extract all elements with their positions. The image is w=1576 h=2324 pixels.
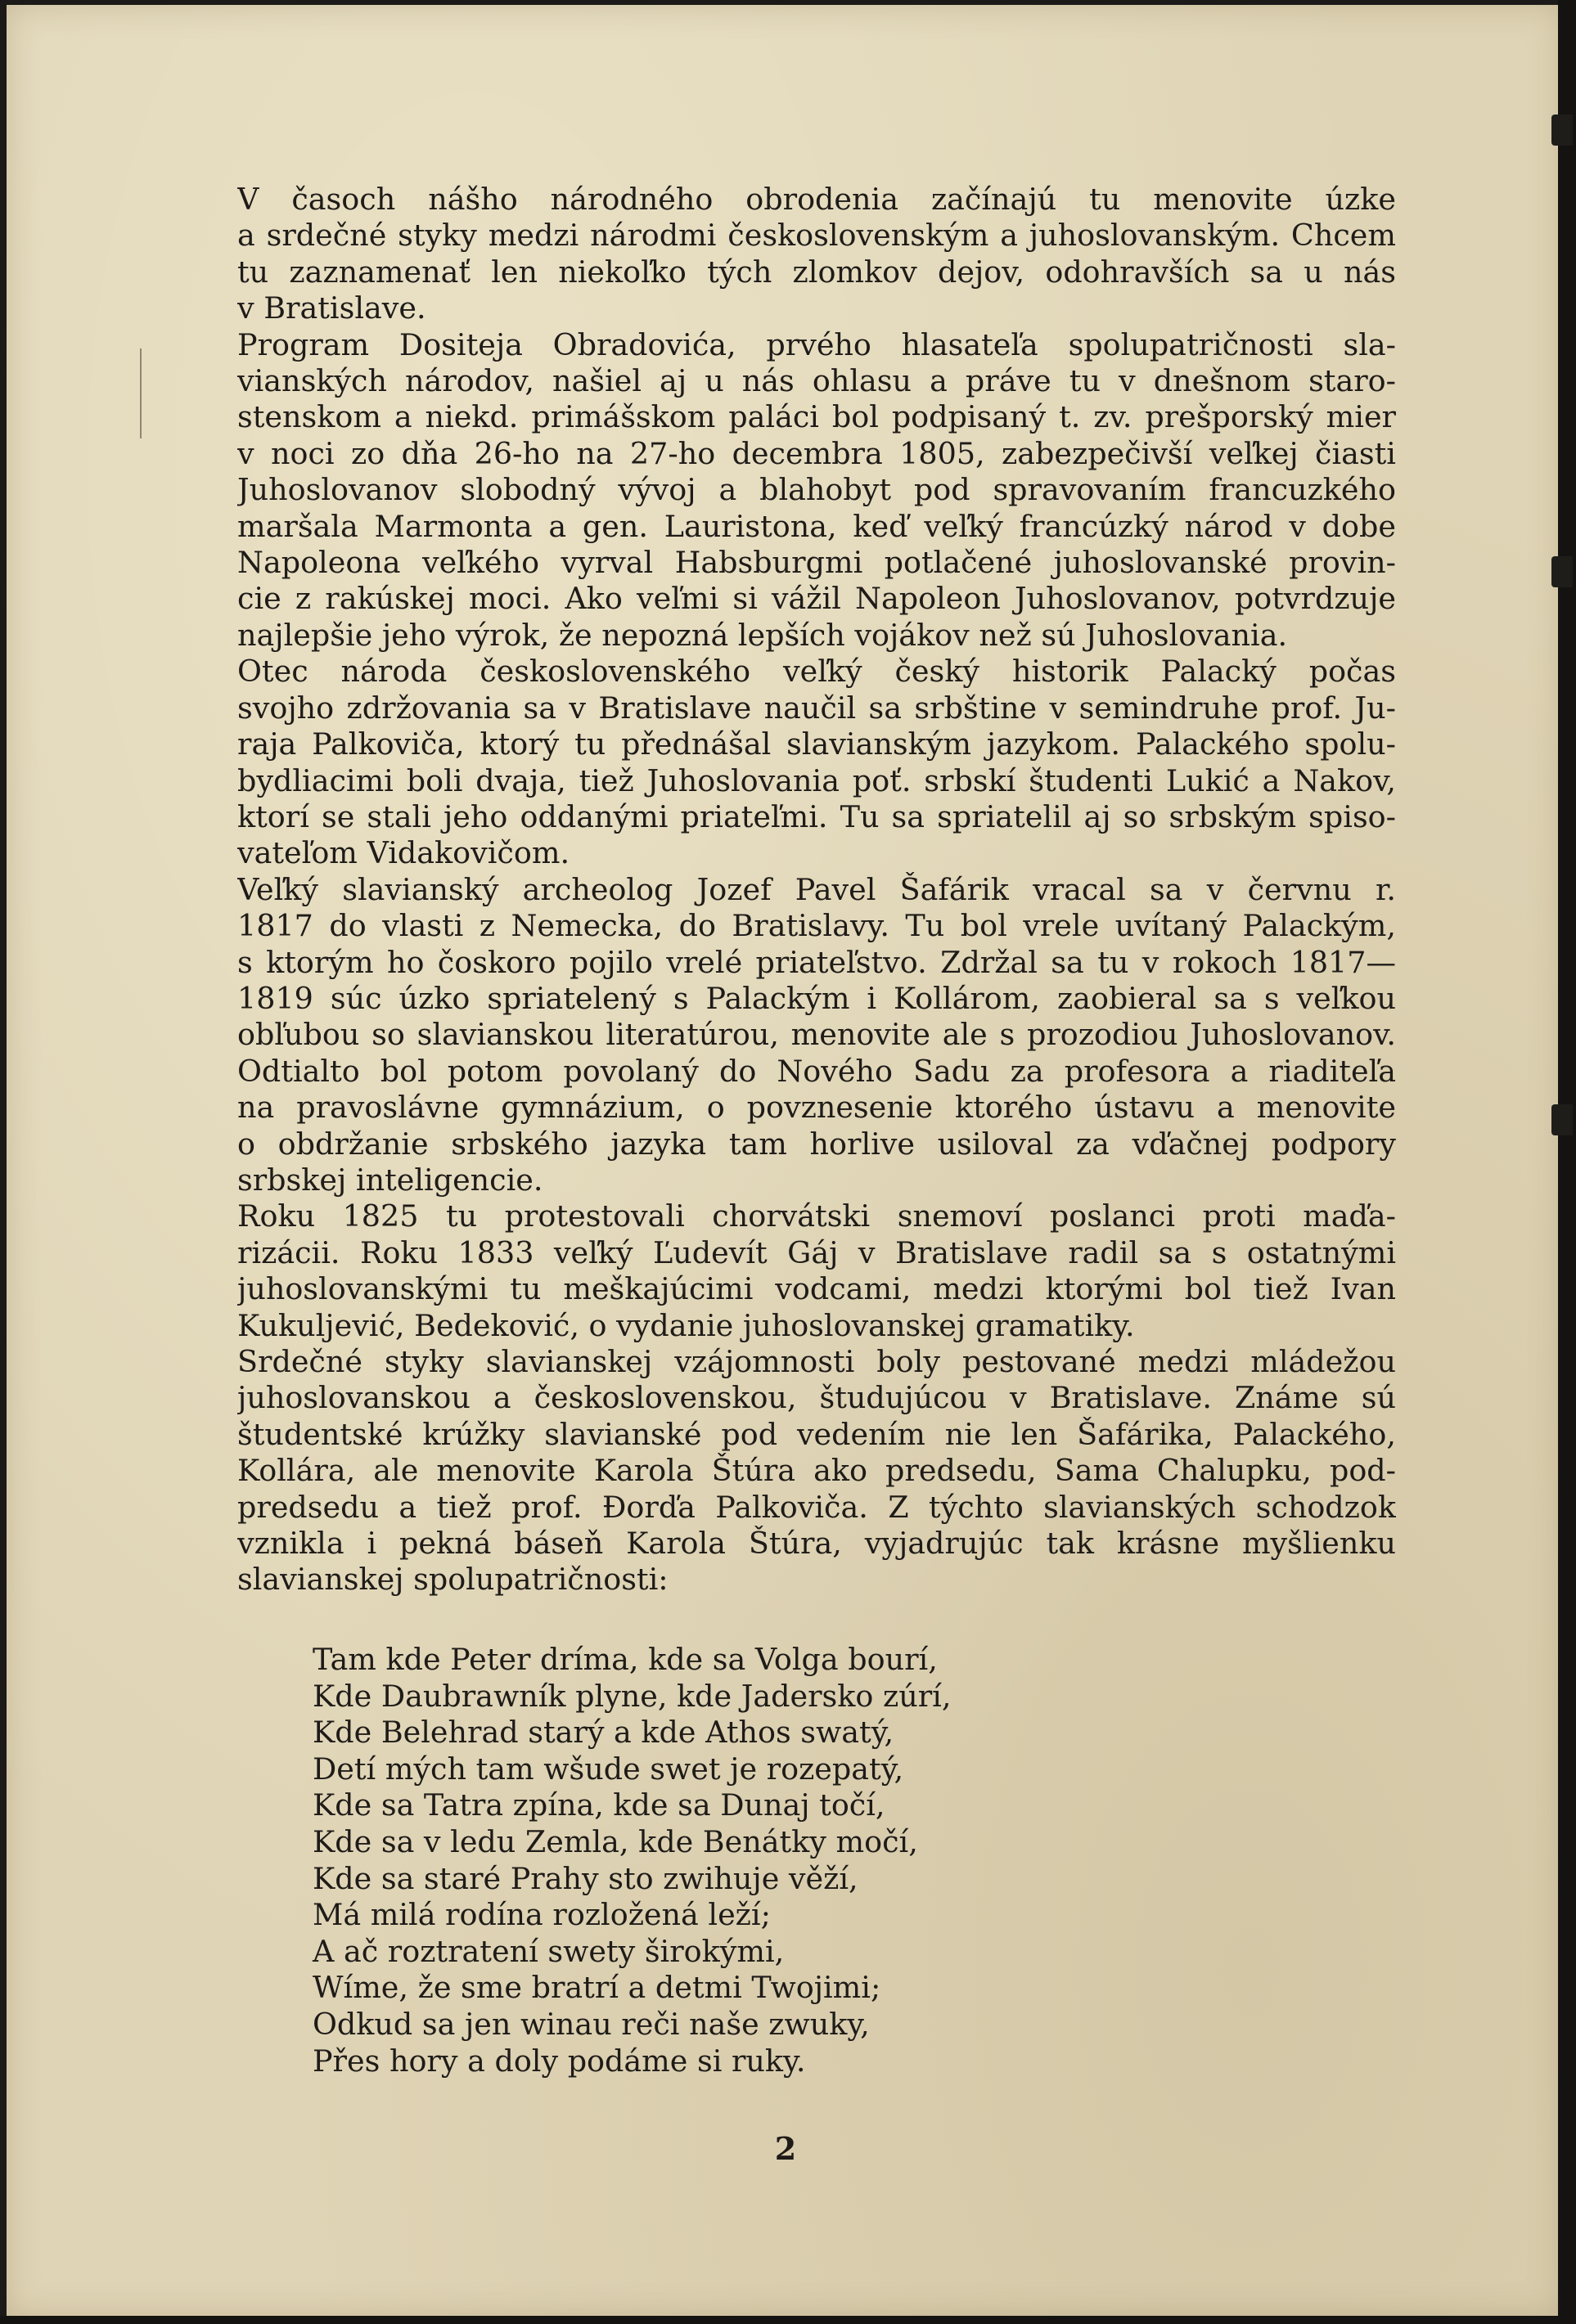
text-line: vznikla i pekná báseň Karola Štúra, vyjadrujúc tak krásne myšlienku — [237, 1526, 1396, 1562]
text-line: tu zaznamenať len niekoľko tých zlomkov dejov, odohravších sa u nás — [237, 254, 1396, 290]
paragraph-4 — [237, 872, 1396, 1199]
text-line: Kukuljević, Bedeković, o vydanie juhoslovanskej gramatiky. — [237, 1307, 1135, 1343]
poem-line: Kde Daubrawník plyne, kde Jadersko zúrí, — [313, 1678, 952, 1714]
paragraph-6 — [237, 1344, 1396, 1598]
text-line: stenskom a niekd. primášskom paláci bol podpisaný t. zv. prešporský mier — [237, 399, 1396, 435]
text-line: 1817 do vlasti z Nemecka, do Bratislavy. Tu bol vrele uvítaný Palackým, — [237, 908, 1396, 944]
binding-tab-mark — [1551, 1104, 1573, 1135]
paragraph-3 — [237, 654, 1396, 871]
margin-pencil-mark — [140, 348, 150, 438]
text-line: Roku 1825 tu protestovali chorvátski snemoví poslanci proti maďa- — [237, 1198, 1396, 1234]
text-line: vateľom Vidakovičom. — [237, 835, 570, 871]
text-line: o obdržanie srbského jazyka tam horlive usiloval za vďačnej podpory — [237, 1126, 1396, 1162]
poem-line: Tam kde Peter dríma, kde sa Volga bourí, — [313, 1642, 938, 1677]
poem-line: Detí mých tam wšude swet je rozepatý, — [313, 1751, 904, 1787]
poem-line: Wíme, že sme bratrí a detmi Twojimi; — [313, 1970, 881, 2006]
text-line: s ktorým ho čoskoro pojilo vrelé priateľstvo. Zdržal sa tu v rokoch 1817— — [237, 944, 1396, 980]
text-line: V časoch nášho národného obrodenia začínajú tu menovite úzke — [237, 182, 1396, 217]
text-line: vianských národov, našiel aj u nás ohlasu a práve tu v dnešnom staro- — [237, 363, 1396, 399]
text-line: Program Dositeja Obradovića, prvého hlasateľa spolupatričnosti sla- — [237, 326, 1396, 362]
paragraph-2 — [237, 327, 1396, 654]
text-line: v Bratislave. — [237, 290, 426, 326]
text-line: predsedu a tiež prof. Đorďa Palkoviča. Z týchto slavianských schodzok — [237, 1489, 1396, 1525]
text-line: svojho zdržovania sa v Bratislave naučil sa srbštine v semindruhe prof. Ju- — [237, 690, 1396, 726]
text-line: obľubou so slavianskou literatúrou, menovite ale s prozodiou Juhoslovanov. — [237, 1017, 1396, 1053]
poem-line: Má milá rodína rozložená leží; — [313, 1897, 771, 1933]
body-text — [237, 182, 1396, 1598]
paragraph-5 — [237, 1198, 1396, 1344]
text-line: v noci zo dňa 26-ho na 27-ho decembra 1805, zabezpečivší veľkej čiasti — [237, 435, 1396, 471]
text-line: juhoslovanskou a československou, študujúcou v Bratislave. Známe sú — [237, 1380, 1396, 1416]
text-line: maršala Marmonta a gen. Lauristona, keď veľký francúzký národ v dobe — [237, 508, 1396, 544]
poem — [313, 1642, 1131, 2079]
text-line: srbskej inteligencie. — [237, 1162, 543, 1198]
binding-edge — [1558, 0, 1576, 2324]
text-line: juhoslovanskými tu meškajúcimi vodcami, medzi ktorými bol tiež Ivan — [237, 1271, 1396, 1307]
text-line: na pravoslávne gymnázium, o povznesenie ktorého ústavu a menovite — [237, 1090, 1396, 1126]
text-line: Kollára, ale menovite Karola Štúra ako predsedu, Sama Chalupku, pod- — [237, 1453, 1396, 1489]
bottom-edge — [0, 2316, 1576, 2324]
text-line: Veľký slavianský archeolog Jozef Pavel Šafárik vracal sa v červnu r. — [237, 871, 1396, 907]
text-line: Juhoslovanov slobodný vývoj a blahobyt pod spravovaním francuzkého — [237, 472, 1396, 508]
page-number: 2 — [774, 2130, 797, 2167]
text-line: Otec národa československého veľký český historik Palacký počas — [237, 654, 1396, 690]
text-line: študentské krúžky slavianské pod vedením nie len Šafárika, Palackého, — [237, 1416, 1396, 1452]
poem-line: Kde sa staré Prahy sto zwihuje věží, — [313, 1860, 858, 1896]
text-line: najlepšie jeho výrok, že nepozná lepších vojákov než sú Juhoslovania. — [237, 617, 1288, 653]
text-line: Napoleona veľkého vyrval Habsburgmi potlačené juhoslovanské provin- — [237, 545, 1396, 581]
poem-line: Kde sa v ledu Zemla, kde Benátky močí, — [313, 1823, 918, 1859]
poem-line: Kde Belehrad starý a kde Athos swatý, — [313, 1715, 894, 1751]
text-line: cie z rakúskej moci. Ako veľmi si vážil Napoleon Juhoslovanov, potvrdzuje — [237, 581, 1396, 617]
paragraph-1 — [237, 182, 1396, 327]
text-line: raja Palkoviča, ktorý tu přednášal slavianským jazykom. Palackého spolu- — [237, 726, 1396, 762]
text-line: Odtialto bol potom povolaný do Nového Sadu za profesora a riaditeľa — [237, 1053, 1396, 1089]
text-line: ktorí se stali jeho oddanými priateľmi. Tu sa spriatelil aj so srbským spiso- — [237, 798, 1396, 834]
binding-tab-mark — [1551, 556, 1573, 587]
text-line: bydliacimi boli dvaja, tiež Juhoslovania poť. srbskí študenti Lukić a Nakov, — [237, 762, 1396, 798]
poem-line: Přes hory a doly podáme si ruky. — [313, 2043, 806, 2079]
binding-tab-mark — [1551, 115, 1573, 146]
text-line: a srdečné styky medzi národmi československým a juhoslovanským. Chcem — [237, 218, 1396, 254]
poem-line: Kde sa Tatra zpína, kde sa Dunaj točí, — [313, 1787, 885, 1823]
text-line: rizácii. Roku 1833 veľký Ľudevít Gáj v Bratislave radil sa s ostatnými — [237, 1234, 1396, 1270]
poem-line: A ač roztratení swety širokými, — [313, 1933, 785, 1969]
text-line: 1819 súc úzko spriatelený s Palackým i Kollárom, zaobieral sa s veľkou — [237, 980, 1396, 1016]
poem-line: Odkud sa jen winau reči naše zwuky, — [313, 2006, 870, 2042]
text-line: slavianskej spolupatričnosti: — [237, 1562, 669, 1598]
text-line: Srdečné styky slavianskej vzájomnosti boly pestované medzi mládežou — [237, 1344, 1396, 1379]
